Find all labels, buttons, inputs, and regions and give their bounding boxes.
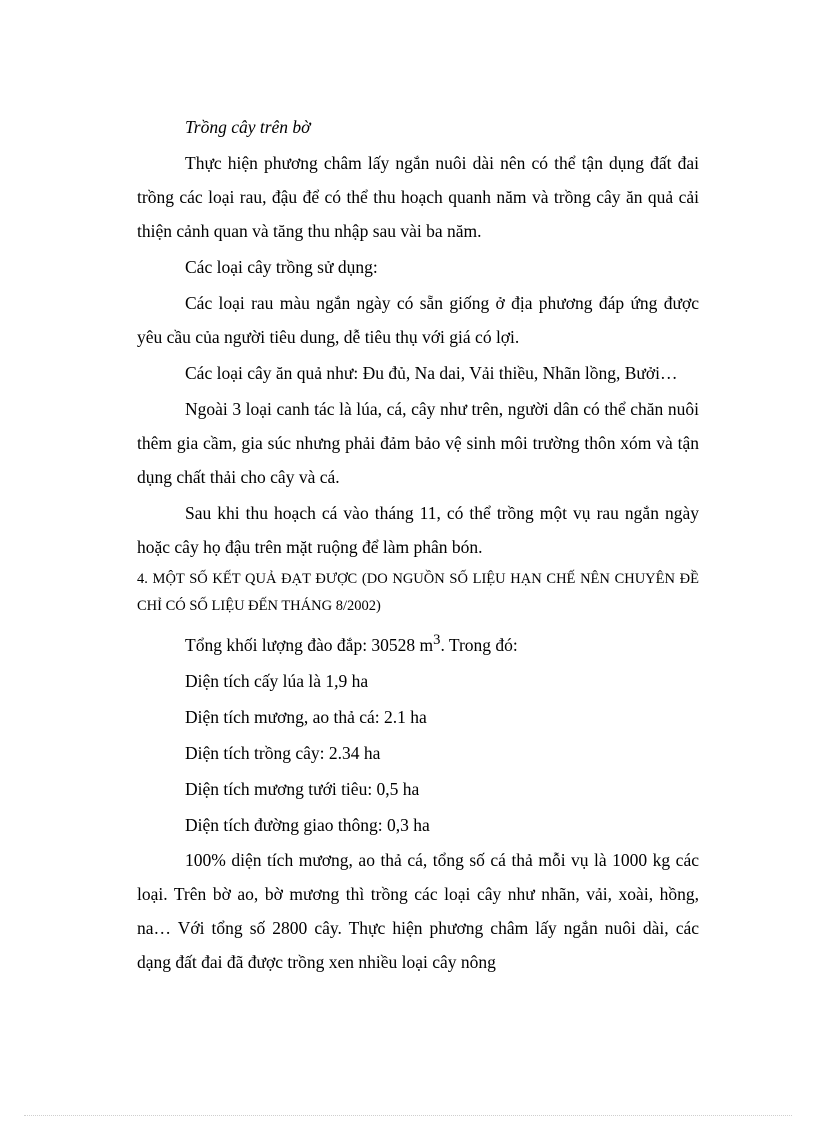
paragraph-5: Ngoài 3 loại canh tác là lúa, cá, cây như trên, người dân có thể chăn nuôi thêm gia cầm, gia súc nhưng phải đảm bảo vệ sinh môi trường thôn xóm và tận dụng chất thải cho cây và cá. — [137, 399, 699, 487]
stat-rice-area: Diện tích cấy lúa là 1,9 ha — [185, 670, 369, 691]
document-body — [137, 110, 699, 979]
paragraph-4: Các loại cây ăn quả như: Đu đủ, Na dai, Vải thiều, Nhãn lồng, Bưởi… — [185, 363, 678, 383]
volume-line — [137, 622, 699, 663]
paragraph-2: Các loại cây trồng sử dụng: — [185, 257, 378, 277]
paragraph-1: Thực hiện phương châm lấy ngắn nuôi dài nên có thể tận dụng đất đai trồng các loại rau, đậu để có thể thu hoạch quanh năm và trồng cây ăn quả cải thiện cảnh quan và tăng thu nhập sau vài ba năm. — [137, 153, 699, 241]
subheading: Trồng cây trên bờ — [185, 117, 311, 137]
paragraph-3: Các loại rau màu ngắn ngày có sẵn giống ở địa phương đáp ứng được yêu cầu của người tiêu dung, dễ tiêu thụ với giá có lợi. — [137, 293, 699, 347]
page-bottom-border — [24, 1115, 792, 1116]
stat-irrigation-area: Diện tích mương tưới tiêu: 0,5 ha — [185, 778, 420, 799]
volume-unit-superscript: 3 — [433, 632, 441, 648]
stat-canal-pond-area: Diện tích mương, ao thả cá: 2.1 ha — [185, 706, 427, 727]
volume-text: Tổng khối lượng đào đắp: 30528 m — [185, 634, 434, 655]
closing-paragraph: 100% diện tích mương, ao thả cá, tổng số cá thả mỗi vụ là 1000 kg các loại. Trên bờ ao, bờ mương thì trồng các loại cây như nhãn, vải, xoài, hồng, na… Với tổng số 2800 cây. Thực hiện phương châm lấy ngắn nuôi dài, các dạng đất đai đã được trồng xen nhiều loại cây nông — [137, 849, 699, 972]
volume-tail: . Trong đó: — [440, 634, 518, 655]
stat-tree-area: Diện tích trồng cây: 2.34 ha — [185, 742, 381, 763]
paragraph-6: Sau khi thu hoạch cá vào tháng 11, có thể trồng một vụ rau ngắn ngày hoặc cây họ đậu trên mặt ruộng để làm phân bón. — [137, 503, 699, 557]
section-heading: 4. MỘT SỐ KẾT QUẢ ĐẠT ĐƯỢC (DO NGUỒN SỐ LIỆU HẠN CHẾ NÊN CHUYÊN ĐỀ CHỈ CÓ SỐ LIỆU ĐẾN THÁNG 8/2002) — [137, 571, 699, 614]
stat-road-area: Diện tích đường giao thông: 0,3 ha — [185, 814, 430, 835]
